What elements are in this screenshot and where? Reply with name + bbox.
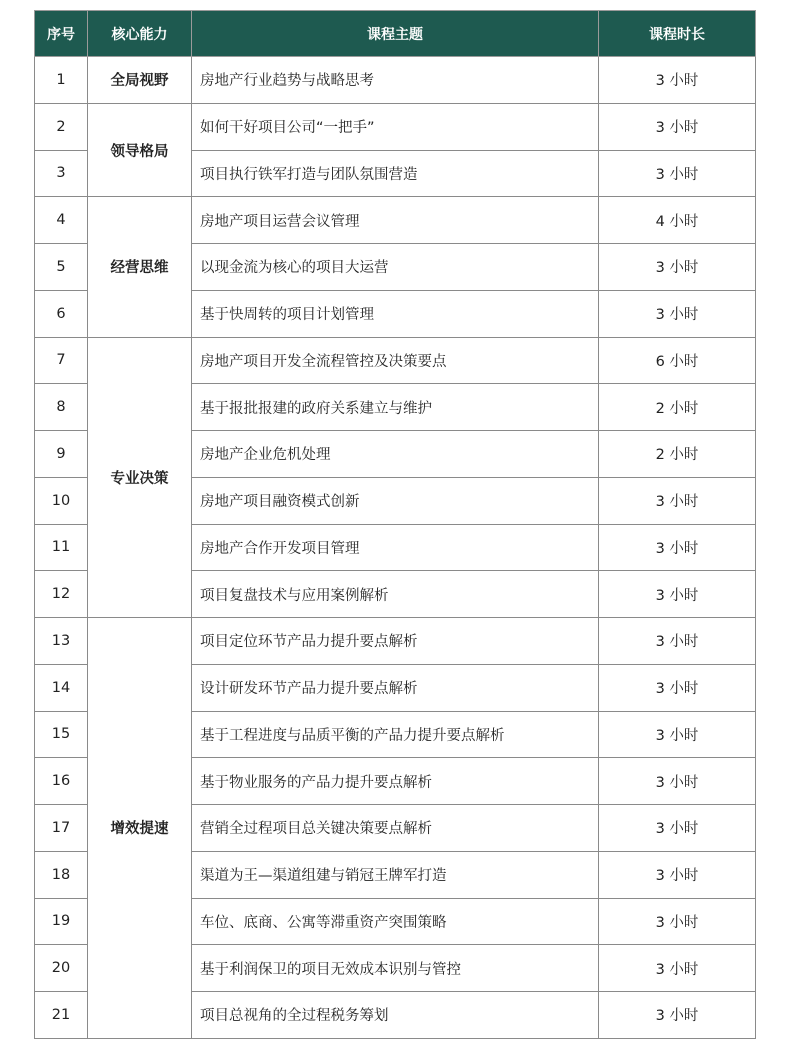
row-number: 9 [35,431,88,478]
row-number: 8 [35,384,88,431]
duration-cell: 4 小时 [599,197,756,244]
duration-cell: 3 小时 [599,898,756,945]
topic-cell: 项目复盘技术与应用案例解析 [192,571,599,618]
row-number: 15 [35,711,88,758]
duration-cell: 3 小时 [599,664,756,711]
duration-cell: 3 小时 [599,571,756,618]
duration-cell: 3 小时 [599,618,756,665]
topic-cell: 基于快周转的项目计划管理 [192,290,599,337]
duration-cell: 3 小时 [599,477,756,524]
topic-cell: 如何干好项目公司“一把手” [192,103,599,150]
topic-cell: 房地产项目开发全流程管控及决策要点 [192,337,599,384]
topic-cell: 以现金流为核心的项目大运营 [192,244,599,291]
duration-cell: 2 小时 [599,384,756,431]
duration-cell: 3 小时 [599,992,756,1039]
capability-cell: 领导格局 [88,103,192,197]
row-number: 18 [35,851,88,898]
duration-cell: 3 小时 [599,945,756,992]
header-capability: 核心能力 [88,11,192,57]
row-number: 1 [35,57,88,104]
row-number: 16 [35,758,88,805]
row-number: 2 [35,103,88,150]
row-number: 6 [35,290,88,337]
table-row [35,337,756,384]
topic-cell: 车位、底商、公寓等滞重资产突围策略 [192,898,599,945]
row-number: 10 [35,477,88,524]
topic-cell: 营销全过程项目总关键决策要点解析 [192,805,599,852]
topic-cell: 项目定位环节产品力提升要点解析 [192,618,599,665]
row-number: 13 [35,618,88,665]
capability-cell: 增效提速 [88,618,192,1039]
course-table [34,10,756,1039]
duration-cell: 3 小时 [599,851,756,898]
duration-cell: 3 小时 [599,711,756,758]
header-no: 序号 [35,11,88,57]
duration-cell: 3 小时 [599,290,756,337]
table-header [35,11,756,57]
duration-cell: 3 小时 [599,758,756,805]
row-number: 19 [35,898,88,945]
topic-cell: 房地产项目融资模式创新 [192,477,599,524]
row-number: 14 [35,664,88,711]
duration-cell: 3 小时 [599,524,756,571]
topic-cell: 房地产行业趋势与战略思考 [192,57,599,104]
table-body [35,57,756,1039]
topic-cell: 设计研发环节产品力提升要点解析 [192,664,599,711]
topic-cell: 项目总视角的全过程税务筹划 [192,992,599,1039]
row-number: 4 [35,197,88,244]
duration-cell: 3 小时 [599,150,756,197]
row-number: 7 [35,337,88,384]
row-number: 17 [35,805,88,852]
duration-cell: 3 小时 [599,103,756,150]
capability-cell: 全局视野 [88,57,192,104]
topic-cell: 基于物业服务的产品力提升要点解析 [192,758,599,805]
topic-cell: 房地产合作开发项目管理 [192,524,599,571]
row-number: 20 [35,945,88,992]
row-number: 5 [35,244,88,291]
duration-cell: 3 小时 [599,244,756,291]
duration-cell: 3 小时 [599,57,756,104]
topic-cell: 基于利润保卫的项目无效成本识别与管控 [192,945,599,992]
duration-cell: 6 小时 [599,337,756,384]
row-number: 11 [35,524,88,571]
duration-cell: 2 小时 [599,431,756,478]
course-table-container [34,10,755,1039]
capability-cell: 经营思维 [88,197,192,337]
header-topic: 课程主题 [192,11,599,57]
topic-cell: 房地产项目运营会议管理 [192,197,599,244]
topic-cell: 房地产企业危机处理 [192,431,599,478]
table-row [35,57,756,104]
topic-cell: 渠道为王—渠道组建与销冠王牌军打造 [192,851,599,898]
table-row [35,103,756,150]
topic-cell: 基于报批报建的政府关系建立与维护 [192,384,599,431]
table-row [35,618,756,665]
header-row [35,11,756,57]
header-duration: 课程时长 [599,11,756,57]
table-row [35,197,756,244]
duration-cell: 3 小时 [599,805,756,852]
row-number: 3 [35,150,88,197]
row-number: 21 [35,992,88,1039]
topic-cell: 基于工程进度与品质平衡的产品力提升要点解析 [192,711,599,758]
capability-cell: 专业决策 [88,337,192,618]
topic-cell: 项目执行铁军打造与团队氛围营造 [192,150,599,197]
row-number: 12 [35,571,88,618]
